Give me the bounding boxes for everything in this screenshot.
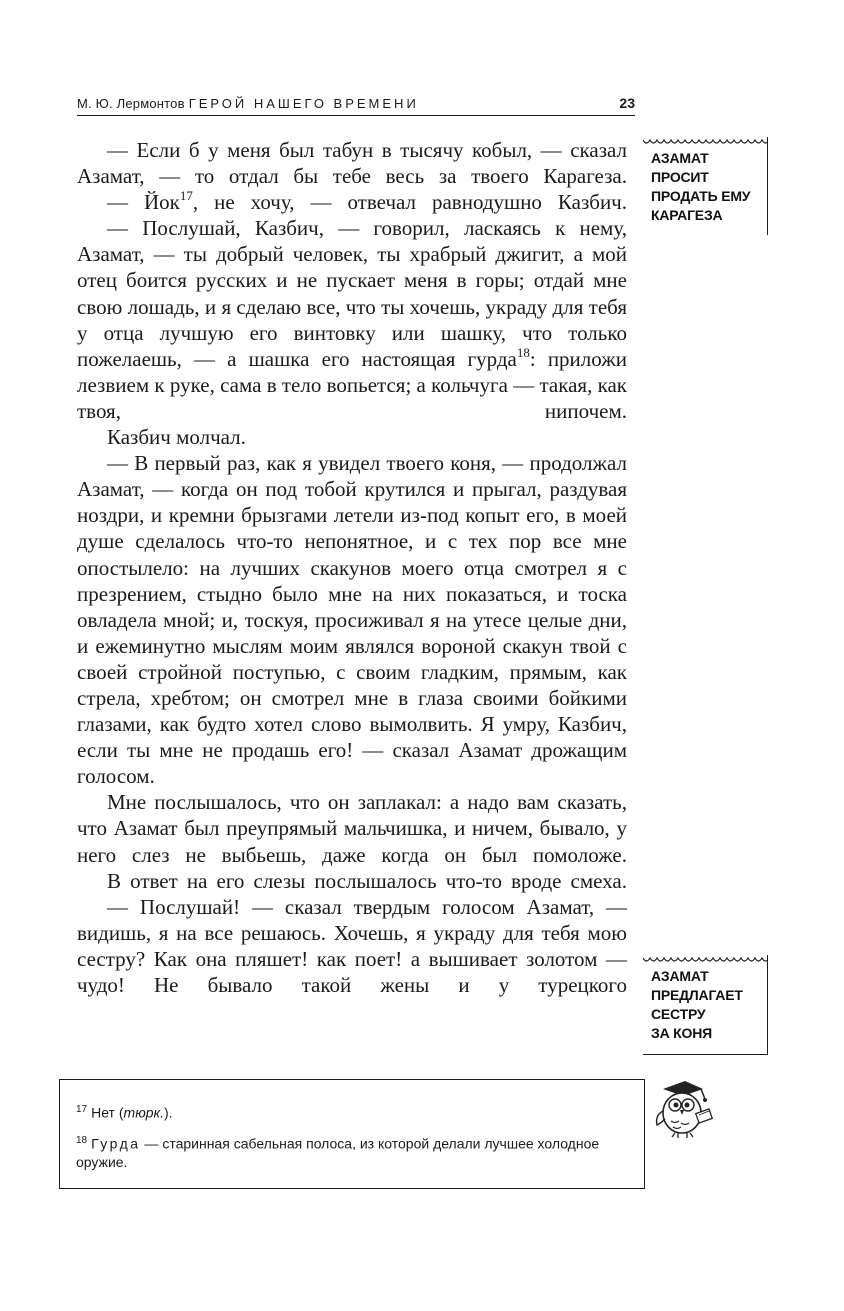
header-book-title: ГЕРОЙ НАШЕГО ВРЕМЕНИ <box>188 96 419 111</box>
margin-note-line: АЗАМАТ <box>651 968 709 984</box>
footnote-ref[interactable]: 18 <box>516 344 530 360</box>
wavy-border-icon <box>643 955 768 965</box>
page-number: 23 <box>619 95 635 111</box>
paragraph <box>77 868 627 894</box>
margin-note-line: ЗА КОНЯ <box>651 1025 712 1041</box>
margin-note-line: ПРЕДЛАГАЕТ <box>651 987 743 1003</box>
footnote-italic: тюрк. <box>123 1104 165 1121</box>
paragraph-text: Мне послышалось, что он заплакал: а надо вам сказать, что Азамат был преупрямый мальчишка, и ничем, бывало, у него слез не выбьешь, даже когда он был помоложе. <box>77 790 627 867</box>
wavy-border-icon <box>643 137 768 147</box>
paragraph-text: — Йок <box>107 190 180 215</box>
footnote-text: ( <box>114 1104 124 1121</box>
paragraph-text: , не хочу, — отвечал равнодушно Казбич. <box>192 190 627 215</box>
margin-note-line: КАРАГЕЗА <box>651 207 723 223</box>
header-author: М. Ю. Лермонтов <box>77 96 185 111</box>
footnotes-box <box>59 1079 645 1189</box>
running-header <box>77 95 635 116</box>
footnote-term: Нет <box>91 1104 115 1121</box>
paragraph-text: В ответ на его слезы послышалось что-то вроде смеха. <box>107 868 627 893</box>
paragraph-text: : приложи лезвием к руке, сама в тело вопьется; а кольчуга — такая, как твоя, нипочем. <box>77 346 627 423</box>
paragraph-text: — Если б у меня был табун в тысячу кобыл, — сказал Азамат, — то отдал бы тебе весь за твоего Карагеза. <box>77 138 627 189</box>
footnote-ref[interactable]: 17 <box>179 188 193 204</box>
owl-scholar-icon <box>651 1077 717 1139</box>
header-author-title <box>77 96 419 111</box>
footnote <box>76 1100 624 1123</box>
paragraph <box>77 189 627 215</box>
paragraph-text: — Послушай, Казбич, — говорил, ласкаясь к нему, Азамат, — ты добрый человек, ты храбрый джигит, а мой отец боится русских и не пускает меня в горы; отдай мне свою лошадь, и я сделаю все, что ты хочешь, украду для тебя у отца лучшую его винтовку или шашку, что только пожелаешь, — а шашка его настоящая гурда <box>77 216 627 371</box>
footnote-number: 17 <box>76 1104 88 1115</box>
footnote-number: 18 <box>76 1134 88 1146</box>
paragraph <box>77 789 627 867</box>
paragraph-text: — Послушай! — сказал твердым голосом Азамат, — видишь, я на все решаюсь. Хочешь, я украду для тебя мою сестру? Как она пляшет! как поет! а вышивает золотом — чудо! Не бывало такой жены и у турецкого <box>77 894 627 997</box>
paragraph-text: Казбич молчал. <box>107 425 246 450</box>
paragraph <box>77 215 627 424</box>
paragraph <box>77 450 627 789</box>
margin-note-line: ПРОСИТ <box>651 169 709 185</box>
margin-note-line: АЗАМАТ <box>651 150 709 166</box>
main-text <box>77 137 627 998</box>
footnote <box>76 1131 624 1173</box>
margin-note <box>643 137 768 235</box>
footnote-term: Гурда <box>91 1135 141 1152</box>
margin-note-line: СЕСТРУ <box>651 1006 706 1022</box>
margin-note <box>643 955 768 1055</box>
paragraph <box>77 137 627 189</box>
footnote-text: ). <box>164 1104 173 1121</box>
margin-note-line: ПРОДАТЬ ЕМУ <box>651 188 751 204</box>
paragraph <box>77 894 627 998</box>
footnote-text: — старинная сабельная полоса, из которой делали лучшее холодное оружие. <box>76 1135 600 1171</box>
paragraph <box>77 424 627 450</box>
paragraph-text: — В первый раз, как я увидел твоего коня, — продолжал Азамат, — когда он под тобой крутился и прыгал, раздувая ноздри, и кремни брызгами летели из-под копыт его, в моей душе сделалось что-то непонятное, и с тех пор все мне опостылело: на лучших скакунов моего отца смотрел я с презрением, стыдно было мне на них показаться, и тоска овладела мной; и, тоскуя, просиживал я на утесе целые дни, и ежеминутно мыслям моим являлся вороной скакун твой с своей стройной поступью, с своим гладким, прямым, как стрела, хребтом; он смотрел мне в глаза своими бойкими глазами, как будто хотел слово вымолвить. Я умру, Казбич, если ты мне не продашь его! — сказал Азамат дрожащим голосом. <box>77 451 627 789</box>
